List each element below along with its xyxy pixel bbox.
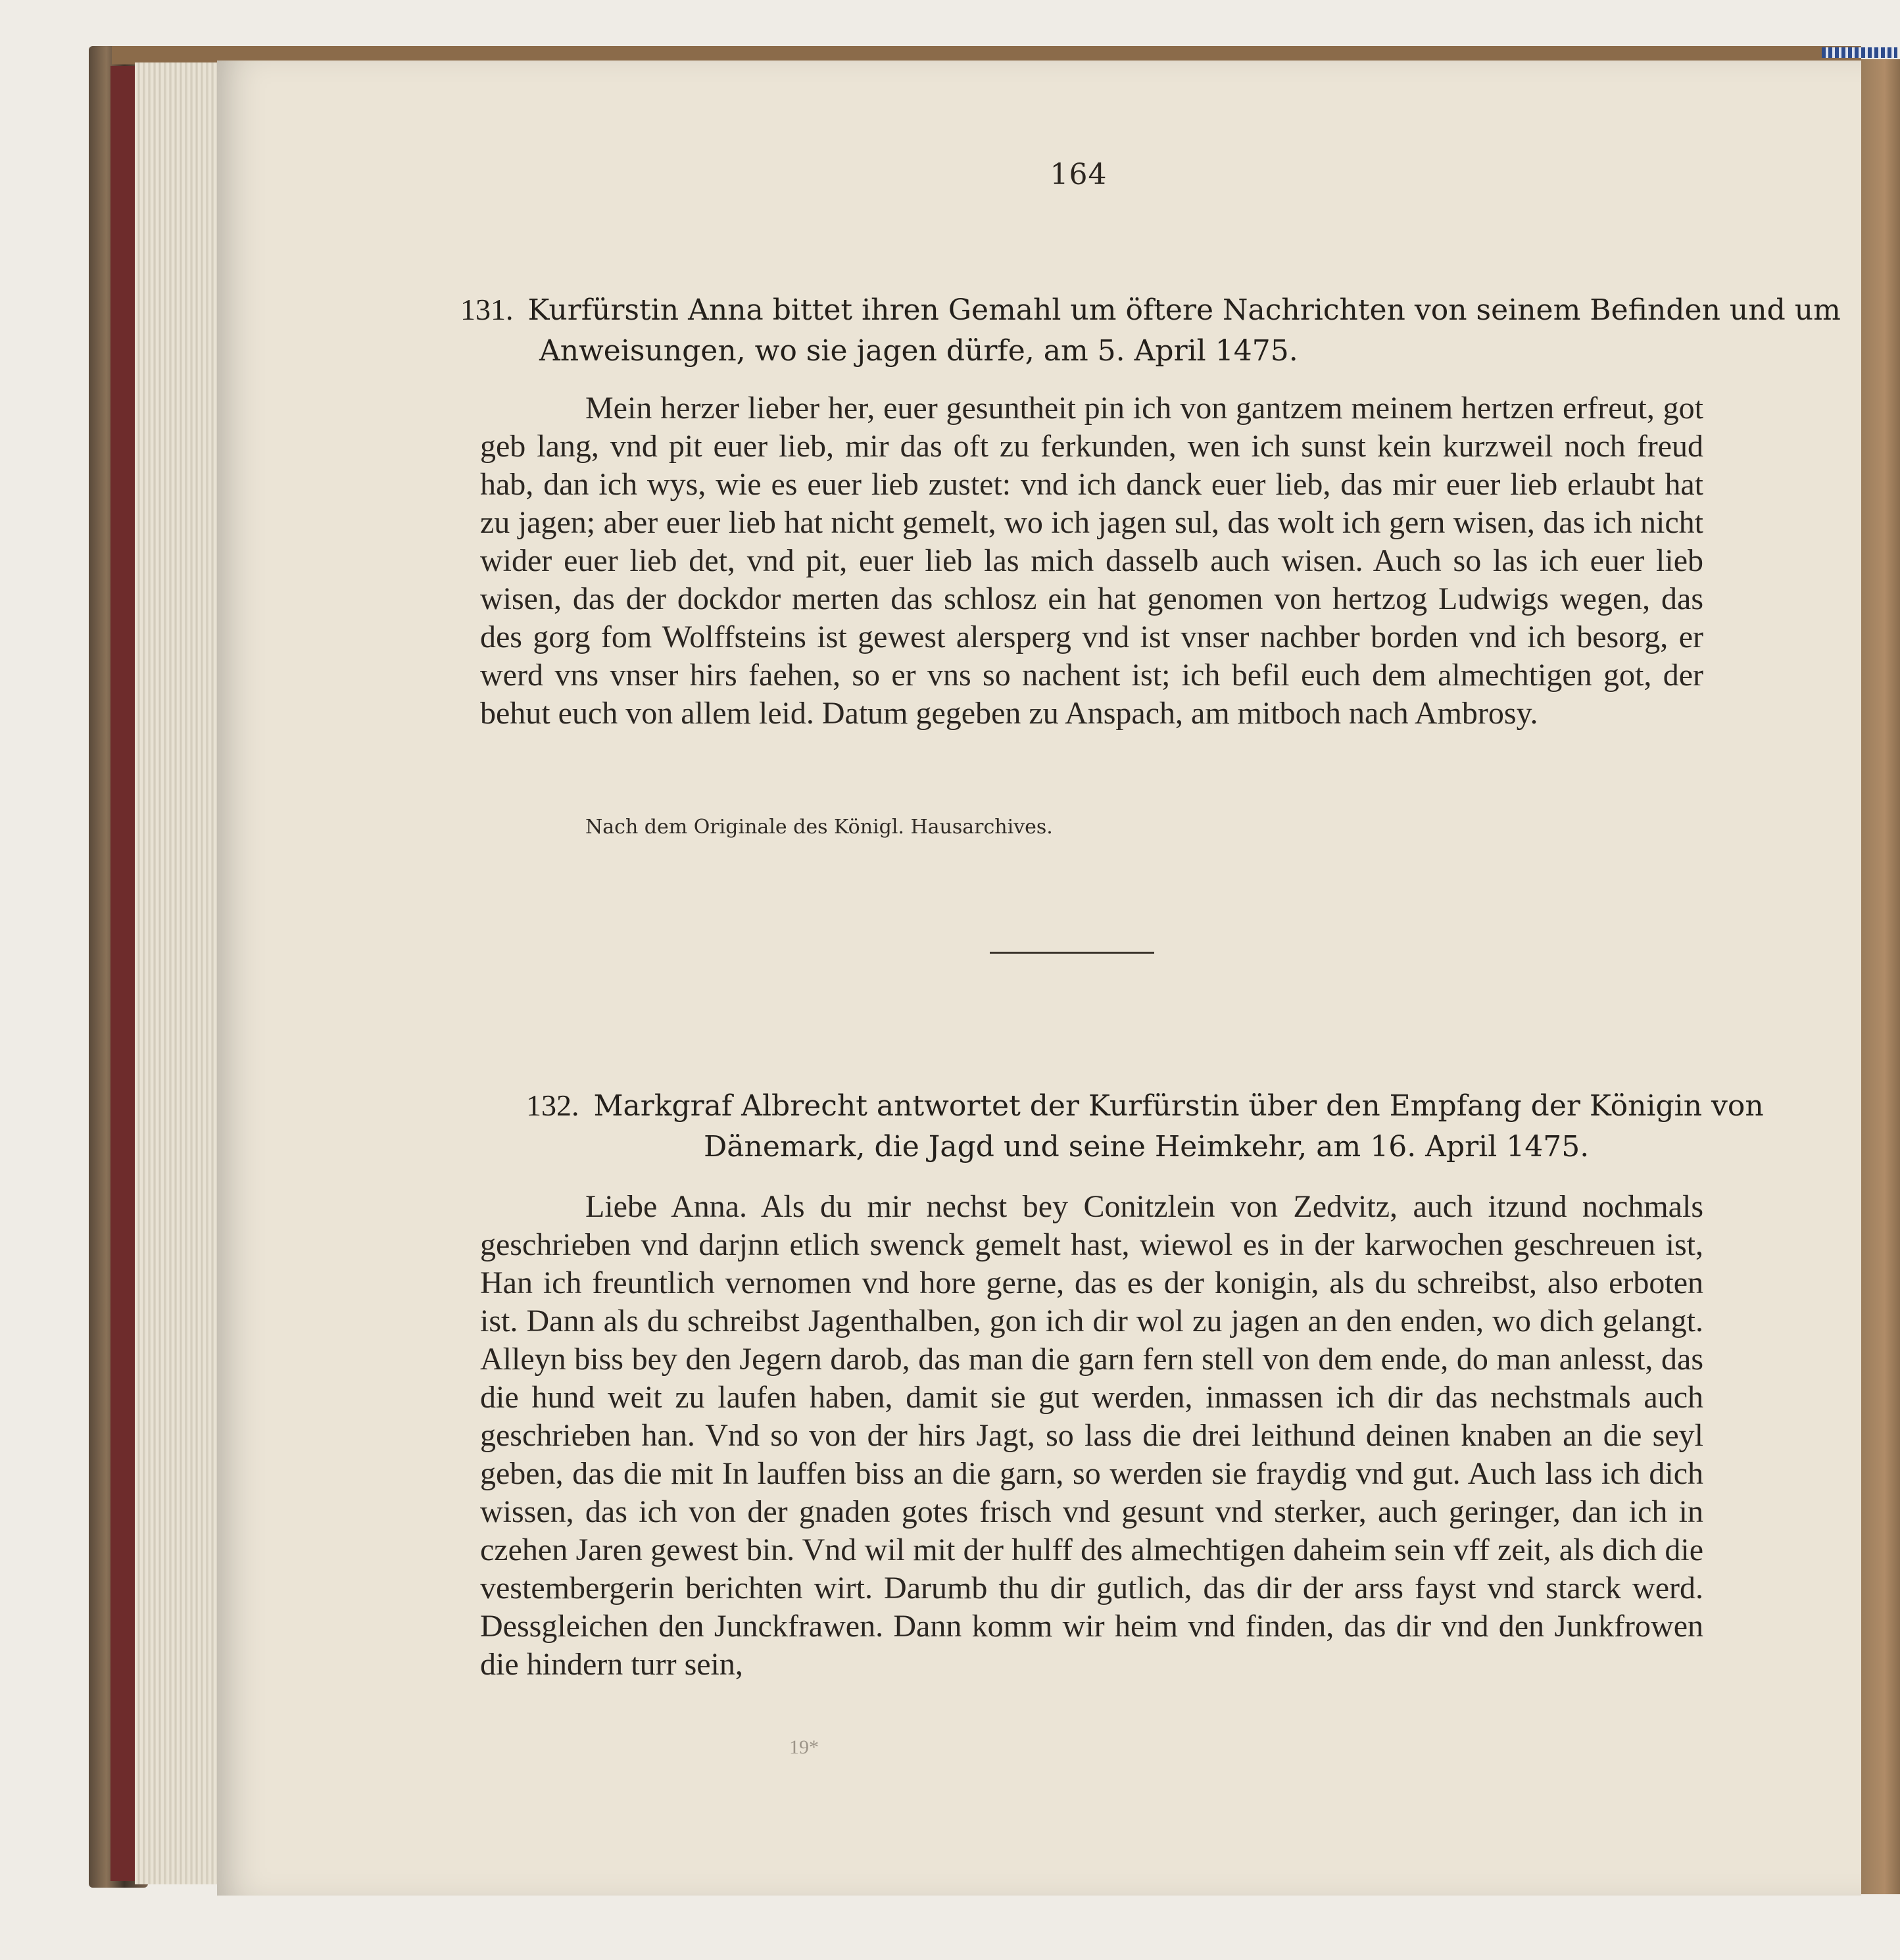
letter-132-title-text: Markgraf Albrecht antwortet der Kurfürstin über den Empfang der Königin von	[593, 1089, 1764, 1123]
letter-132-body	[480, 1188, 1703, 1684]
letter-131-number: 131.	[460, 293, 514, 326]
letter-132-number: 132.	[526, 1089, 579, 1122]
section-divider	[990, 952, 1154, 954]
letter-131-heading	[460, 289, 1841, 372]
letter-131-source-note: Nach dem Originale des Königl. Hausarchives.	[585, 816, 1053, 839]
letter-132-title-line1	[526, 1085, 1764, 1127]
book-cover-right	[1861, 59, 1900, 1894]
letter-131-paragraph: Mein herzer lieber her, euer gesuntheit pin ich von gantzem meinem hertzen erfreut, got geb lang, vnd pit euer lieb, mir das oft zu ferkunden, wen ich sunst kein kurzweil noch freud hab, dan ich wys, wie es euer lieb zustet: vnd ich danck euer lieb, das mir euer lieb erlaubt hat zu jagen; aber euer lieb hat nicht gemelt, wo ich jagen sul, das wolt ich gern wisen, das ich nicht wider euer lieb det, vnd pit, euer lieb las mich dasselb auch wisen. Auch so las ich euer lieb wisen, das der dockdor merten das schlosz ein hat genomen von hertzog Ludwigs wegen, das des gorg fom Wolffsteins ist gewest alersperg vnd ist vnser nachber borden vnd ich besorg, er werd vns vnser hirs faehen, so er vns so nachent ist; ich befil euch dem almechtigen got, der behut euch von allem leid. Datum gegeben zu Anspach, am mitboch nach Ambrosy.	[480, 391, 1703, 731]
letter-132-title-line2: Dänemark, die Jagd und seine Heimkehr, am 16. April 1475.	[704, 1130, 1590, 1164]
letter-131-title-line2: Anweisungen, wo sie jagen dürfe, am 5. April 1475.	[539, 334, 1298, 368]
letter-132-heading	[526, 1085, 1764, 1167]
letter-132-paragraph: Liebe Anna. Als du mir nechst bey Conitzlein von Zedvitz, auch itzund nochmals geschrieben vnd darjnn etlich swenck gemelt hast, wiewol es in der karwochen geschreuen ist, Han ich freuntlich vernomen vnd hore gerne, das es der konigin, als du schreibst, also erboten ist. Dann als du schreibst Jagenthalben, gon ich dir wol zu jagen an den enden, wo dich gelangt. Alleyn biss bey den Jegern darob, das man die garn fern stell von dem ende, do man anlesst, das die hund weit zu laufen haben, damit sie gut werden, inmassen ich dir das nechstmals auch geschrieben han. Vnd so von der hirs Jagt, so lass die drei leithund deinen knaben an die seyl geben, das die mit In lauffen biss an die garn, so werden sie fraydig vnd gut. Auch lass ich dich wissen, das ich von der gnaden gotes frisch vnd gesunt vnd sterker, auch geringer, dan ich in czehen Jaren gewest bin. Vnd wil mit der hulff des almechtigen daheim sein vff zeit, als dich die vestembergerin berichten wirt. Darumb thu dir gutlich, das dir der arss fayst vnd starck werd. Dessgleichen den Junckfrawen. Dann komm wir heim vnd finden, das dir vnd den Junkfrowen die hindern turr sein,	[480, 1189, 1703, 1682]
signature-mark: 19*	[789, 1736, 819, 1758]
bookmark-ribbon	[1822, 47, 1897, 58]
page-edges	[135, 62, 224, 1884]
page-number: 164	[1050, 158, 1108, 191]
letter-131-title-text: Kurfürstin Anna bittet ihren Gemahl um öftere Nachrichten von seinem Befinden und um	[527, 293, 1841, 327]
letter-131-title-line1	[460, 289, 1841, 331]
letter-131-body	[480, 389, 1703, 733]
